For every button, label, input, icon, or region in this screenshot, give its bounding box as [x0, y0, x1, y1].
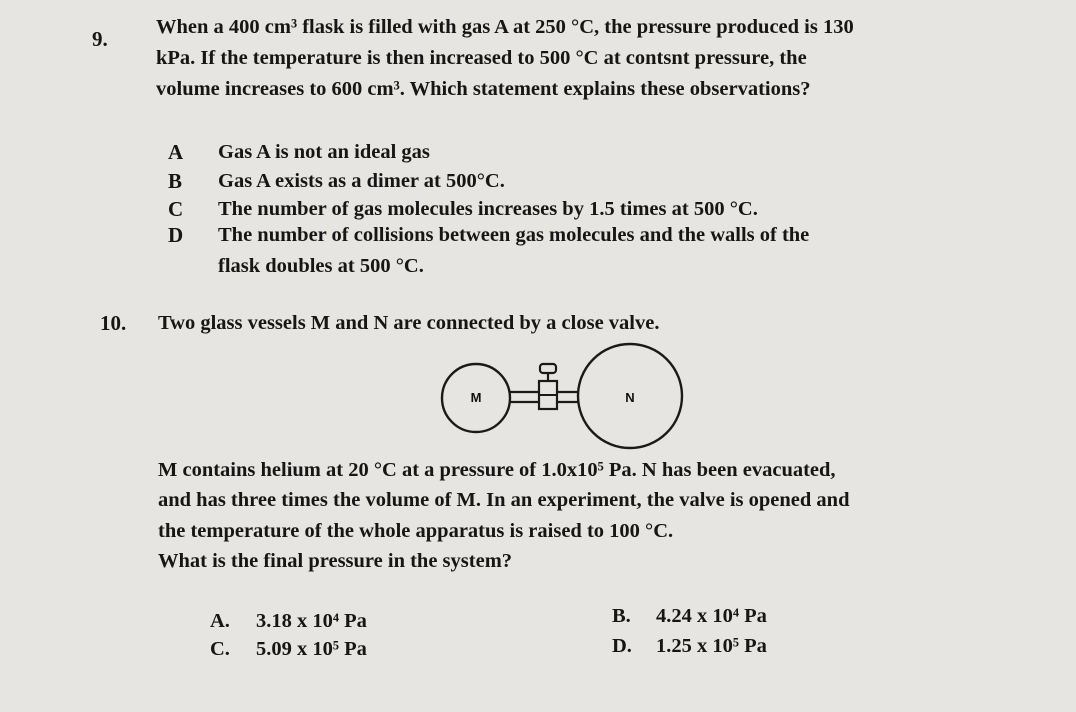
- q10-option-a-letter: A.: [210, 610, 230, 632]
- q10-option-c-letter: C.: [210, 638, 230, 660]
- q10-option-a-text: 3.18 x 10⁴ Pa: [256, 610, 367, 632]
- closed-valve: [539, 364, 557, 409]
- q10-option-d-text: 1.25 x 10⁵ Pa: [656, 635, 767, 657]
- question-9-text-line-1: When a 400 cm³ flask is filled with gas A at 250 °C, the pressure produced is 130: [156, 16, 854, 38]
- q9-option-b-letter: B: [168, 169, 183, 193]
- q10-option-c-text: 5.09 x 10⁵ Pa: [256, 638, 367, 660]
- q9-option-c-text: The number of gas molecules increases by 1.5 times at 500 °C.: [218, 198, 758, 220]
- question-10-text-line-3: and has three times the volume of M. In an experiment, the valve is opened and: [158, 489, 850, 511]
- q10-option-b-letter: B.: [612, 605, 631, 627]
- question-9-text-line-3: volume increases to 600 cm³. Which statement explains these observations?: [156, 78, 811, 100]
- question-10-text-line-5: What is the final pressure in the system?: [158, 550, 513, 572]
- q9-option-c-letter: C: [168, 197, 184, 221]
- connecting-tube: [509, 392, 579, 402]
- question-10-number: 10.: [100, 311, 127, 335]
- q9-option-d-letter: D: [168, 223, 184, 247]
- question-10-text-line-1: Two glass vessels M and N are connected by a close valve.: [158, 312, 660, 334]
- vessel-m-label: M: [470, 390, 482, 405]
- q10-option-b-text: 4.24 x 10⁴ Pa: [656, 605, 767, 627]
- q9-option-a-text: Gas A is not an ideal gas: [218, 141, 430, 163]
- q9-option-b-text: Gas A exists as a dimer at 500°C.: [218, 170, 505, 192]
- q10-option-d-letter: D.: [612, 635, 632, 657]
- vessel-n-label: N: [625, 390, 635, 405]
- q9-option-d-text-continued: flask doubles at 500 °C.: [218, 255, 424, 277]
- vessels-diagram: [436, 342, 696, 454]
- question-9-number: 9.: [92, 27, 108, 51]
- question-10-text-line-4: the temperature of the whole apparatus is raised to 100 °C.: [158, 520, 674, 542]
- question-9-text-line-2: kPa. If the temperature is then increased to 500 °C at contsnt pressure, the: [156, 47, 807, 69]
- q9-option-a-letter: A: [168, 140, 184, 164]
- question-10-text-line-2: M contains helium at 20 °C at a pressure of 1.0x10⁵ Pa. N has been evacuated,: [158, 459, 836, 481]
- q9-option-d-text: The number of collisions between gas molecules and the walls of the: [218, 224, 810, 246]
